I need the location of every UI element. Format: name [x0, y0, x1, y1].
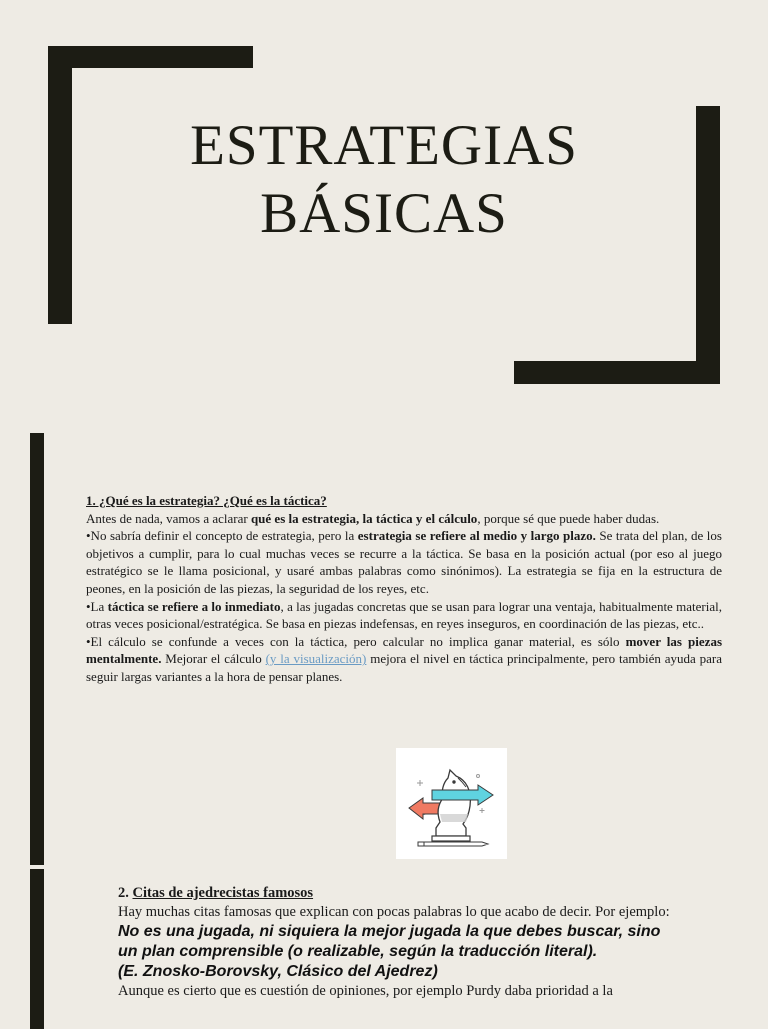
section2-paragraph-1: Hay muchas citas famosas que explican con pocas palabras lo que acabo de decir. Por ejemplo:: [118, 904, 670, 920]
title-line-2: BÁSICAS: [260, 182, 508, 245]
quote-line-2: un plan comprensible (o realizable, según la traducción literal).: [118, 943, 598, 960]
frame-top-left-vertical: [48, 46, 72, 324]
chess-knight-with-arrows-icon: [396, 748, 507, 859]
left-margin-bar-upper: [30, 433, 44, 865]
section-strategy-vs-tactics: [86, 492, 722, 686]
title-line-1: ESTRATEGIAS: [190, 114, 578, 177]
section1-paragraph-1: Antes de nada, vamos a aclarar qué es la estrategia, la táctica y el cálculo, porque sé que puede haber dudas.: [86, 510, 660, 526]
visualization-link[interactable]: (y la visualización): [265, 651, 367, 667]
section1-heading: 1. ¿Qué es la estrategia? ¿Qué es la táctica?: [86, 493, 327, 508]
left-margin-bar-lower: [30, 869, 44, 1029]
frame-bottom-right-vertical: [696, 106, 720, 384]
section1-paragraph-4: •El cálculo se confunde a veces con la táctica, pero calcular no implica ganar material, es sólo mover las piezas mentalmente. Mejorar el cálculo (y la visualización) mejora el nivel en táctica principalmente, pero también ayuda para seguir largas variantes a la hora de pensar planes.: [86, 633, 723, 684]
famous-quote: [118, 922, 722, 982]
frame-bottom-right-horizontal: [514, 361, 720, 384]
section-famous-quotes: [118, 884, 722, 1001]
section1-paragraph-3: •La táctica se refiere a lo inmediato, a las jugadas concretas que se usan para lograr una ventaja, habitualmente material, otras veces posicional/estratégica. Se basa en piezas indefensas, en reyes inseguros, en coordinación de las piezas, etc..: [86, 598, 722, 632]
frame-top-left-horizontal: [48, 46, 253, 68]
section2-heading: 2. Citas de ajedrecistas famosos: [118, 885, 314, 901]
section2-paragraph-2: Aunque es cierto que es cuestión de opiniones, por ejemplo Purdy daba prioridad a la: [118, 983, 613, 999]
section1-paragraph-2: •No sabría definir el concepto de estrategia, pero la estrategia se refiere al medio y largo plazo. Se trata del plan, de los objetivos a cumplir, para lo cual muchas veces se recurre a la táctica. Se basa en la posición actual (por eso al juego estratégico se le llama posicional, y usaré ambas palabras como sinónimos). La estrategia se fija en la estructura de peones, en la posición de las piezas, la seguridad de los reyes, etc.: [86, 528, 722, 596]
quote-attribution: (E. Znosko-Borovsky, Clásico del Ajedrez): [118, 963, 438, 980]
quote-line-1: No es una jugada, ni siquiera la mejor jugada la que debes buscar, sino: [118, 923, 661, 940]
page-title: [120, 112, 648, 248]
